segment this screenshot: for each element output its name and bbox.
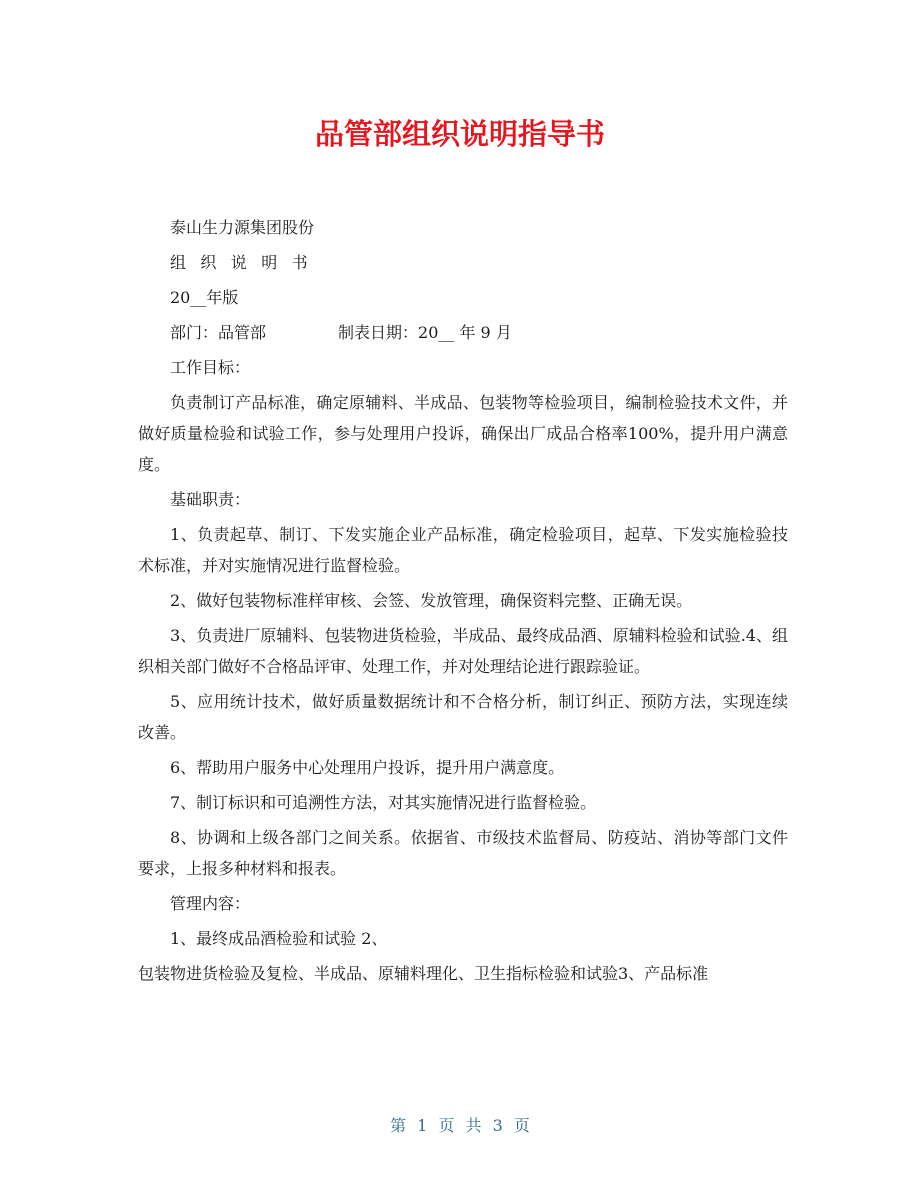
department-date-line	[138, 317, 788, 348]
duty-item: 6、帮助用户服务中心处理用户投诉，提升用户满意度。	[170, 758, 565, 777]
management-line: 包装物进货检验及复检、半成品、原辅料理化、卫生指标检验和试验3、产品标准	[138, 964, 709, 983]
management-heading: 管理内容：	[170, 894, 251, 913]
doc-name	[138, 247, 788, 278]
date-label: 制表日期：20__ 年 9 月	[338, 323, 512, 342]
duty-item: 3、负责进厂原辅料、包装物进货检验，半成品、最终成品酒、原辅料检验和试验.4、组织相关部门做好不合格品评审、处理工作，并对处理结论进行跟踪验证。	[138, 626, 788, 676]
version-line: 20__年版	[170, 288, 239, 307]
duty-item: 5、应用统计技术，做好质量数据统计和不合格分析，制订纠正、预防方法，实现连续改善。	[138, 692, 788, 742]
duty-item: 1、负责起草、制订、下发实施企业产品标准，确定检验项目，起草、下发实施检验技术标准，并对实施情况进行监督检验。	[138, 525, 788, 575]
duty-item: 7、制订标识和可追溯性方法，对其实施情况进行监督检验。	[170, 793, 597, 812]
page-indicator: 第 1 页 共 3 页	[390, 1116, 530, 1135]
department-label: 部门：品管部	[170, 323, 267, 342]
duty-item: 8、协调和上级各部门之间关系。依据省、市级技术监督局、防疫站、消协等部门文件要求，上报多种材料和报表。	[138, 828, 788, 878]
duty-item: 2、做好包装物标准样审核、会签、发放管理，确保资料完整、正确无误。	[170, 591, 693, 610]
doc-name-text: 组织说明书	[170, 253, 323, 272]
document-body	[138, 212, 788, 993]
document-title: 品管部组织说明指导书	[314, 117, 605, 151]
duties-heading: 基础职责：	[170, 490, 251, 509]
goal-heading: 工作目标：	[170, 358, 251, 377]
goal-text: 负责制订产品标准，确定原辅料、半成品、包装物等检验项目，编制检验技术文件，并做好质量检验和试验工作，参与处理用户投诉，确保出厂成品合格率100%，提升用户满意度。	[138, 393, 788, 474]
management-line: 1、最终成品酒检验和试验 2、	[170, 929, 388, 948]
company-name: 泰山生力源集团股份	[170, 218, 315, 237]
